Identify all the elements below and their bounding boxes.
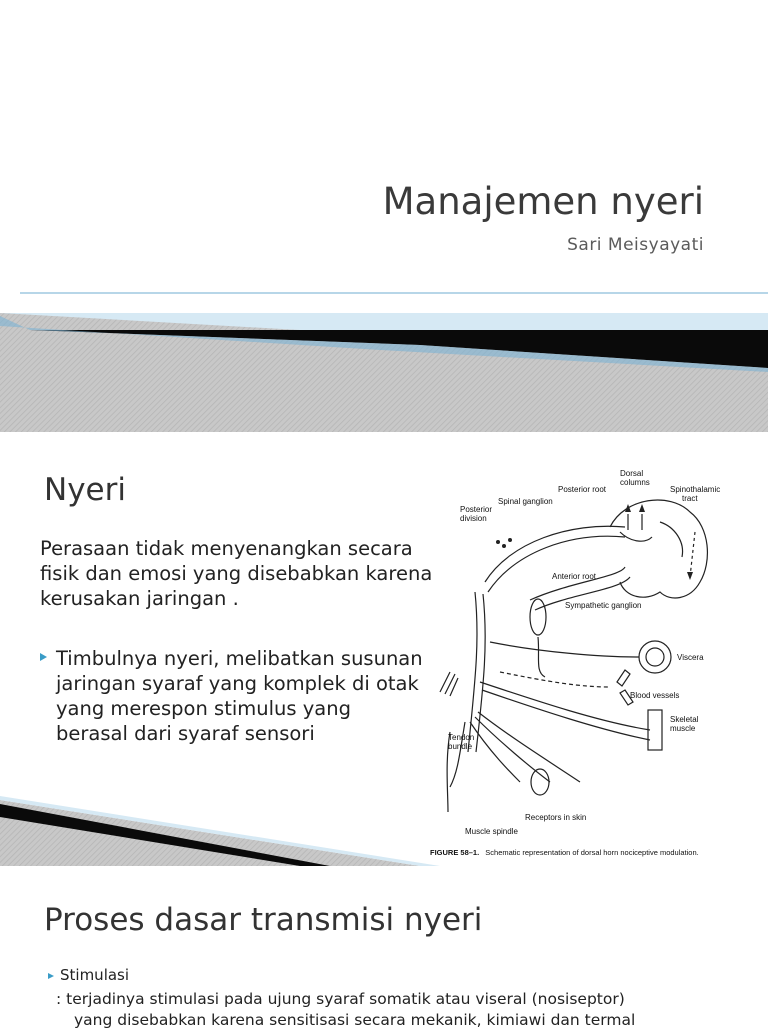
label-skeletal-muscle-2: muscle xyxy=(670,724,696,733)
description-line-1: : terjadinya stimulasi pada ujung syaraf somatik atau viseral (nosiseptor) xyxy=(56,990,625,1008)
label-posterior-division-1: Posterior xyxy=(460,505,493,514)
label-muscle-spindle: Muscle spindle xyxy=(465,827,518,836)
label-receptors-in-skin: Receptors in skin xyxy=(525,813,587,822)
bullet-text: Timbulnya nyeri, melibatkan susunan jaringan syaraf yang komplek di otak yang merespon stimulus yang berasal dari syaraf sensori xyxy=(56,647,423,745)
description-line-2: yang disebabkan karena sensitisasi secara mekanik, kimiawi dan termal xyxy=(74,1011,636,1029)
slide-title: Manajemen nyeri xyxy=(382,180,704,223)
bullet-arrow-icon xyxy=(48,973,54,979)
content-slide-nyeri xyxy=(0,432,768,866)
svg-text:FIGURE 58–1. Schematic r xyxy=(430,848,699,857)
label-dorsal-columns-1: Dorsal xyxy=(620,469,644,478)
slide-heading: Nyeri xyxy=(44,472,126,508)
slide-subtitle: Sari Meisyayati xyxy=(567,235,704,255)
label-spinothalamic-2: tract xyxy=(682,494,698,503)
bullet-item xyxy=(48,966,129,984)
nociception-diagram xyxy=(420,469,760,862)
label-posterior-root: Posterior root xyxy=(558,485,607,494)
stimulasi-description xyxy=(56,989,740,1031)
label-sympathetic-ganglion: Sympathetic ganglion xyxy=(565,601,642,610)
label-anterior-root: Anterior root xyxy=(552,572,597,581)
label-spinal-ganglion: Spinal ganglion xyxy=(498,497,553,506)
label-tendon-bundle-2: bundle xyxy=(448,742,473,751)
title-slide xyxy=(0,0,768,432)
figure-caption-text: Schematic representation of dorsal horn nociceptive modulation. xyxy=(485,848,699,857)
definition-paragraph: Perasaan tidak menyenangkan secara fisik dan emosi yang disebabkan karena kerusakan jaringan . xyxy=(40,537,433,610)
slide-heading: Proses dasar transmisi nyeri xyxy=(44,902,483,938)
label-posterior-division-2: division xyxy=(460,514,487,523)
label-dorsal-columns-2: columns xyxy=(620,478,650,487)
figure-caption-number: FIGURE 58–1. xyxy=(430,848,480,857)
decorative-bands xyxy=(0,0,768,432)
bullet-text: Stimulasi xyxy=(60,966,130,984)
label-tendon-bundle-1: Tendon xyxy=(448,733,475,742)
label-skeletal-muscle-1: Skeletal xyxy=(670,715,699,724)
label-spinothalamic-1: Spinothalamic xyxy=(670,485,721,494)
label-blood-vessels: Blood vessels xyxy=(630,691,680,700)
label-viscera: Viscera xyxy=(677,653,704,662)
content-slide-proses xyxy=(0,866,768,1029)
